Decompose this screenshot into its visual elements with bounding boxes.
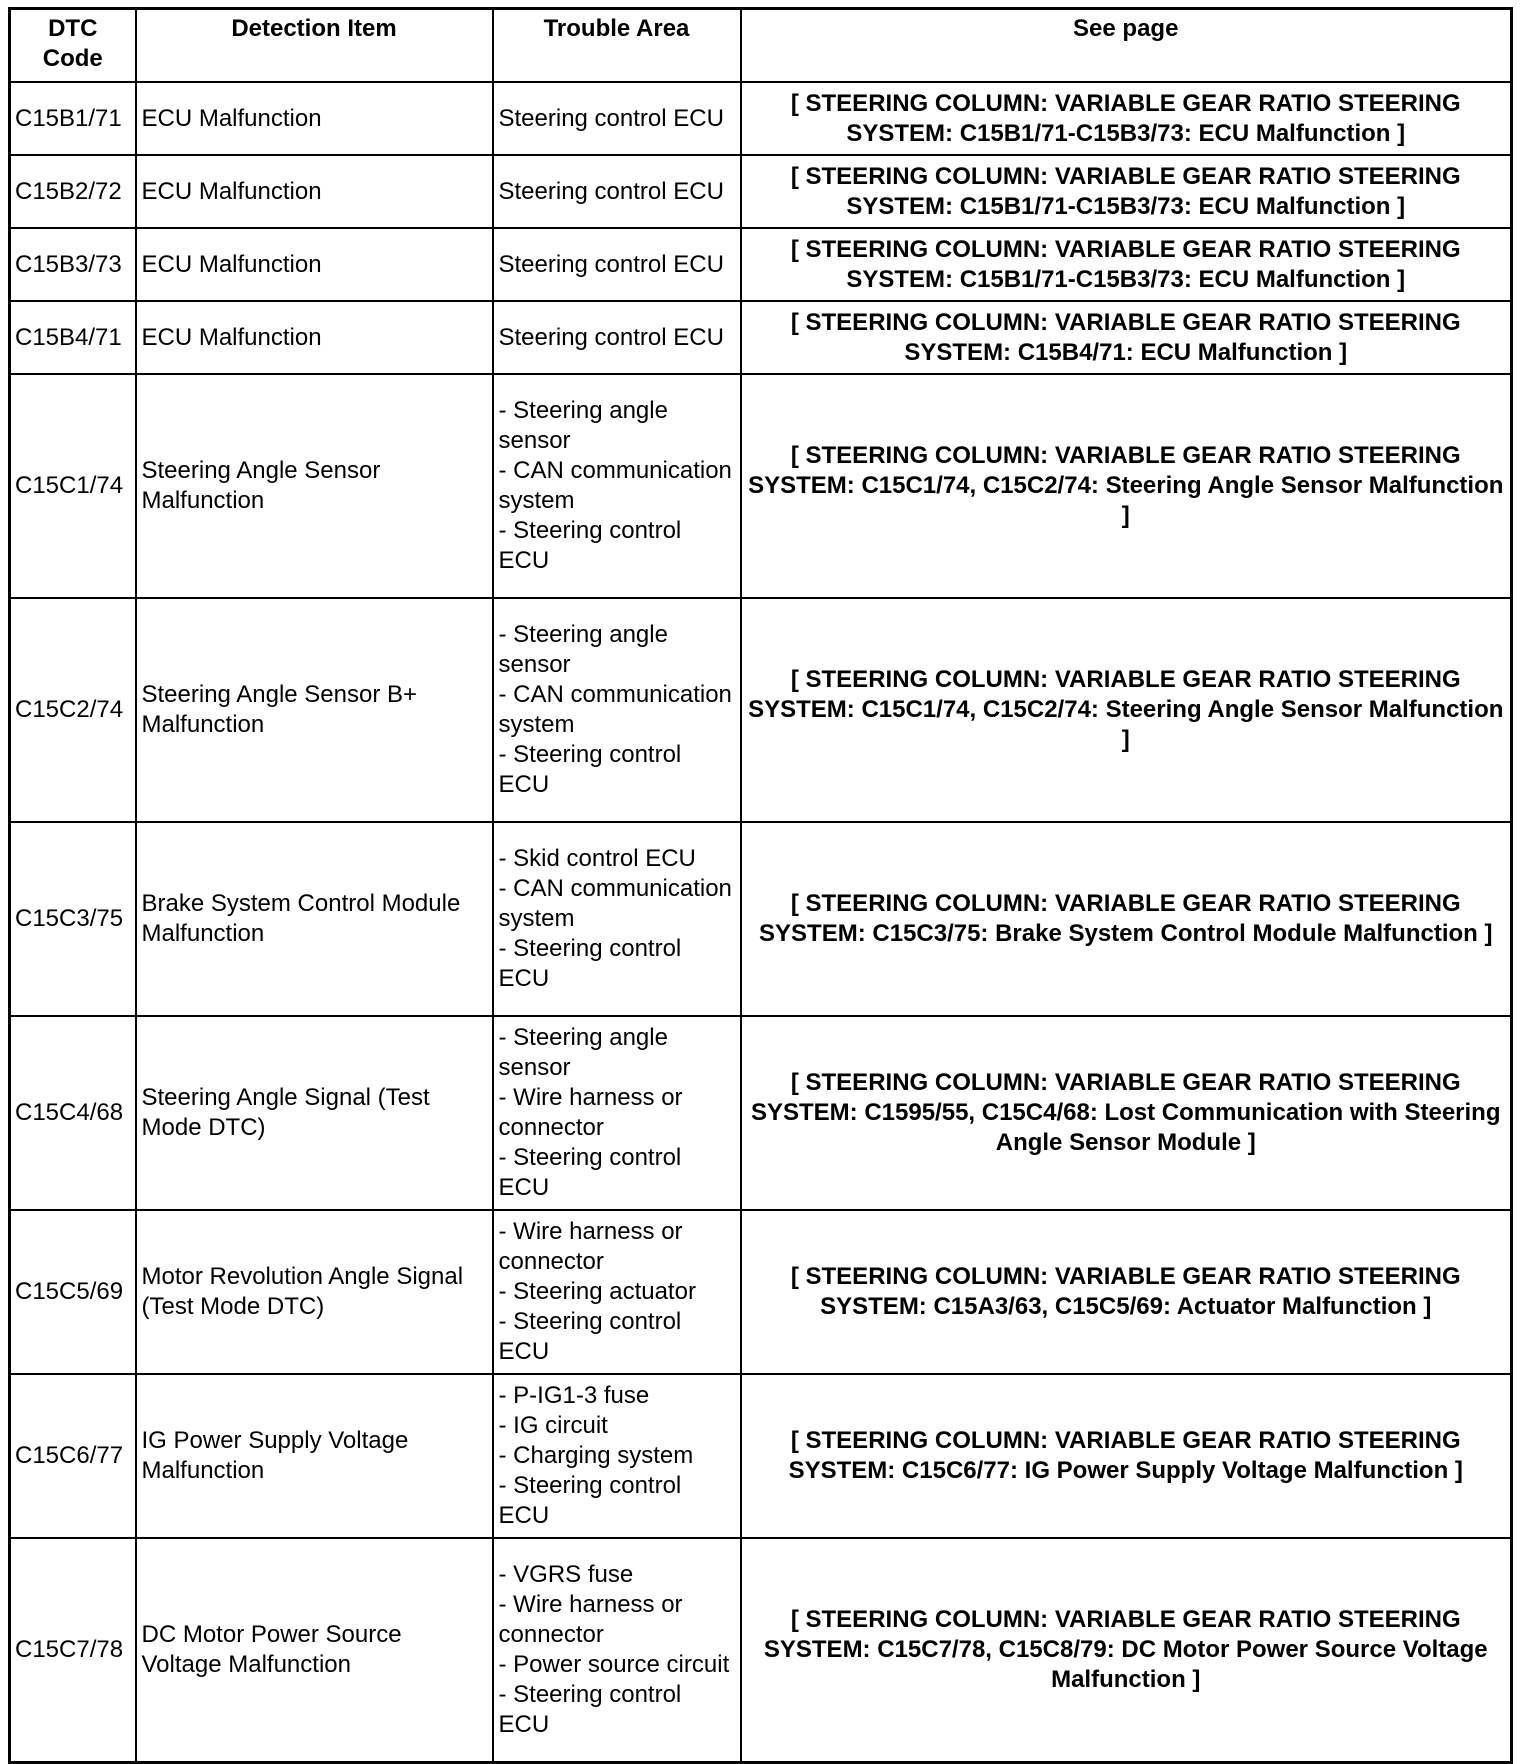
table-row [10, 228, 1512, 301]
detection-item-cell: Motor Revolution Angle Signal (Test Mode DTC) [136, 1210, 493, 1374]
header-trouble-area: Trouble Area [493, 9, 741, 83]
detection-item-cell: DC Motor Power Source Voltage Malfunction [136, 1538, 493, 1762]
trouble-area-line: - Steering control ECU [498, 517, 682, 574]
trouble-area-cell [493, 82, 741, 155]
dtc-code-cell: C15B1/71 [10, 82, 136, 155]
table-row [10, 1210, 1512, 1374]
see-page-link[interactable]: [ STEERING COLUMN: VARIABLE GEAR RATIO STEERING SYSTEM: C15B1/71-C15B3/73: ECU Malfunction ] [741, 82, 1512, 155]
table-row [10, 155, 1512, 228]
trouble-area-line: - Steering control ECU [498, 1144, 682, 1201]
see-page-link[interactable]: [ STEERING COLUMN: VARIABLE GEAR RATIO STEERING SYSTEM: C15B1/71-C15B3/73: ECU Malfunction ] [741, 228, 1512, 301]
trouble-area-line: - VGRS fuse [498, 1560, 634, 1588]
trouble-area-line: - Wire harness or connector [498, 1218, 683, 1275]
table-row [10, 301, 1512, 374]
dtc-code-cell: C15C5/69 [10, 1210, 136, 1374]
detection-item-cell: IG Power Supply Voltage Malfunction [136, 1374, 493, 1538]
trouble-area-cell [493, 1374, 741, 1538]
trouble-area-cell [493, 228, 741, 301]
see-page-link[interactable]: [ STEERING COLUMN: VARIABLE GEAR RATIO STEERING SYSTEM: C1595/55, C15C4/68: Lost Communication with Steering Angle Sensor Module ] [741, 1016, 1512, 1210]
trouble-area-line: - Steering control ECU [498, 1472, 682, 1529]
table-row [10, 822, 1512, 1016]
detection-item-cell: Brake System Control Module Malfunction [136, 822, 493, 1016]
see-page-link[interactable]: [ STEERING COLUMN: VARIABLE GEAR RATIO STEERING SYSTEM: C15B4/71: ECU Malfunction ] [741, 301, 1512, 374]
dtc-code-cell: C15B4/71 [10, 301, 136, 374]
dtc-code-cell: C15B2/72 [10, 155, 136, 228]
dtc-code-cell: C15C1/74 [10, 374, 136, 598]
table-row [10, 598, 1512, 822]
trouble-area-line: Steering control ECU [498, 250, 724, 278]
trouble-area-line: - Wire harness or connector [498, 1590, 683, 1648]
see-page-link[interactable]: [ STEERING COLUMN: VARIABLE GEAR RATIO STEERING SYSTEM: C15B1/71-C15B3/73: ECU Malfunction ] [741, 155, 1512, 228]
trouble-area-line: - Steering control ECU [498, 741, 682, 798]
header-dtc-code: DTC Code [10, 9, 136, 83]
header-detection-item: Detection Item [136, 9, 493, 83]
trouble-area-line: - Steering angle sensor [498, 397, 668, 454]
detection-item-cell: Steering Angle Sensor B+ Malfunction [136, 598, 493, 822]
see-page-link[interactable]: [ STEERING COLUMN: VARIABLE GEAR RATIO STEERING SYSTEM: C15A3/63, C15C5/69: Actuator Malfunction ] [741, 1210, 1512, 1374]
table-row [10, 1538, 1512, 1762]
see-page-link[interactable]: [ STEERING COLUMN: VARIABLE GEAR RATIO STEERING SYSTEM: C15C1/74, C15C2/74: Steering Angle Sensor Malfunction ] [741, 598, 1512, 822]
trouble-area-cell [493, 1016, 741, 1210]
trouble-area-cell [493, 374, 741, 598]
trouble-area-line: - Steering control ECU [498, 1680, 682, 1738]
table-row [10, 374, 1512, 598]
dtc-code-cell: C15C2/74 [10, 598, 136, 822]
detection-item-cell: ECU Malfunction [136, 155, 493, 228]
see-page-link[interactable]: [ STEERING COLUMN: VARIABLE GEAR RATIO STEERING SYSTEM: C15C1/74, C15C2/74: Steering Angle Sensor Malfunction ] [741, 374, 1512, 598]
see-page-link[interactable]: [ STEERING COLUMN: VARIABLE GEAR RATIO STEERING SYSTEM: C15C6/77: IG Power Supply Voltage Malfunction ] [741, 1374, 1512, 1538]
trouble-area-line: - P-IG1-3 fuse [498, 1382, 650, 1409]
detection-item-cell: ECU Malfunction [136, 228, 493, 301]
table-row [10, 1374, 1512, 1538]
trouble-area-line: - CAN communication system [498, 457, 732, 514]
detection-item-cell: ECU Malfunction [136, 82, 493, 155]
trouble-area-cell [493, 301, 741, 374]
see-page-link[interactable]: [ STEERING COLUMN: VARIABLE GEAR RATIO STEERING SYSTEM: C15C3/75: Brake System Control Module Malfunction ] [741, 822, 1512, 1016]
trouble-area-line: Steering control ECU [498, 177, 724, 205]
dtc-code-cell: C15C6/77 [10, 1374, 136, 1538]
trouble-area-cell [493, 598, 741, 822]
dtc-code-cell: C15C7/78 [10, 1538, 136, 1762]
trouble-area-cell [493, 822, 741, 1016]
trouble-area-line: - Wire harness or connector [498, 1084, 683, 1141]
table-header-row [10, 9, 1512, 83]
trouble-area-cell [493, 155, 741, 228]
trouble-area-cell [493, 1210, 741, 1374]
trouble-area-line: - Skid control ECU [498, 845, 696, 872]
trouble-area-line: - CAN communication system [498, 875, 732, 932]
dtc-code-cell: C15B3/73 [10, 228, 136, 301]
dtc-code-cell: C15C3/75 [10, 822, 136, 1016]
trouble-area-line: - Charging system [498, 1442, 694, 1469]
table-body [10, 82, 1512, 1762]
trouble-area-line: - Steering control ECU [498, 935, 682, 992]
trouble-area-line: - CAN communication system [498, 681, 732, 738]
detection-item-cell: Steering Angle Signal (Test Mode DTC) [136, 1016, 493, 1210]
trouble-area-line: - Steering angle sensor [498, 621, 668, 678]
trouble-area-line: Steering control ECU [498, 323, 724, 351]
trouble-area-line: Steering control ECU [498, 104, 724, 132]
trouble-area-line: - Steering control ECU [498, 1308, 682, 1365]
trouble-area-line: - Steering actuator [498, 1278, 696, 1305]
table-row [10, 82, 1512, 155]
trouble-area-line: - IG circuit [498, 1412, 608, 1439]
dtc-code-cell: C15C4/68 [10, 1016, 136, 1210]
trouble-area-cell [493, 1538, 741, 1762]
header-see-page: See page [741, 9, 1512, 83]
detection-item-cell: ECU Malfunction [136, 301, 493, 374]
trouble-area-line: - Power source circuit [498, 1650, 730, 1678]
detection-item-cell: Steering Angle Sensor Malfunction [136, 374, 493, 598]
trouble-area-line: - Steering angle sensor [498, 1024, 668, 1081]
see-page-link[interactable]: [ STEERING COLUMN: VARIABLE GEAR RATIO STEERING SYSTEM: C15C7/78, C15C8/79: DC Motor Power Source Voltage Malfunction ] [741, 1538, 1512, 1762]
table-row [10, 1016, 1512, 1210]
dtc-table-sheet [8, 7, 1510, 1747]
dtc-table [8, 7, 1513, 1764]
